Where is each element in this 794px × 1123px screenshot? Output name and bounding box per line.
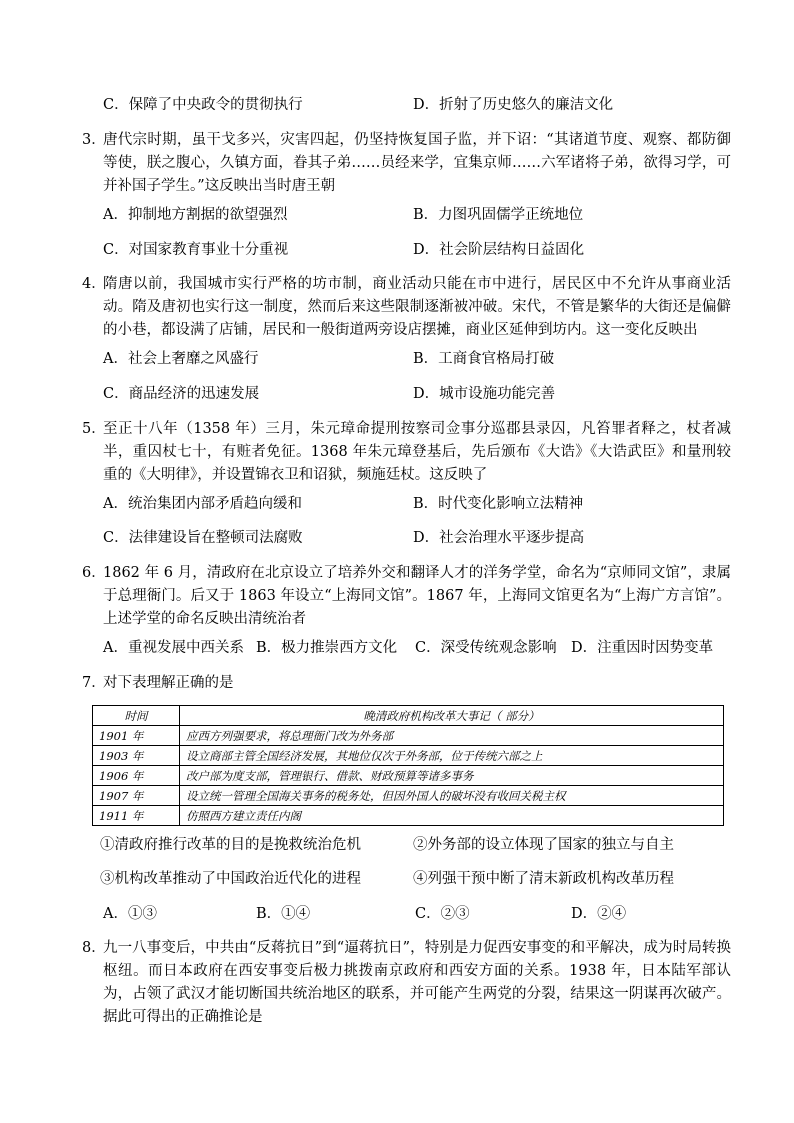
q7-option-b[interactable]: B．①④ <box>256 906 311 922</box>
q5-option-b[interactable]: B．时代变化影响立法精神 <box>413 496 584 512</box>
q7-statement-4: ④列强干预中断了清末新政机构改革历程 <box>413 871 674 887</box>
q3-number: 3． <box>82 132 106 148</box>
table-header-time: 时间 <box>93 706 180 726</box>
table-cell-year: 1901 年 <box>93 726 180 746</box>
q4-number: 4． <box>82 276 106 292</box>
q2-option-c[interactable]: C．保障了中央政令的贯彻执行 <box>103 97 303 113</box>
table-cell-event: 应西方列强要求，将总理衙门改为外务部 <box>180 726 724 746</box>
table-cell-year: 1906 年 <box>93 766 180 786</box>
table-row <box>93 766 724 786</box>
q8-number: 8． <box>82 940 106 956</box>
table-row <box>93 746 724 766</box>
q6-option-a[interactable]: A．重视发展中西关系 <box>103 640 244 656</box>
table-cell-year: 1907 年 <box>93 786 180 806</box>
q5-option-c[interactable]: C．法律建设旨在整顿司法腐败 <box>103 530 303 546</box>
table-row <box>93 726 724 746</box>
q7-option-d[interactable]: D．②④ <box>571 906 627 922</box>
q7-stem: 对下表理解正确的是 <box>103 675 234 691</box>
q7-statement-1: ①清政府推行改革的目的是挽救统治危机 <box>100 837 361 853</box>
reform-table <box>92 705 724 826</box>
q7-statement-2: ②外务部的设立体现了国家的独立与自主 <box>413 837 674 853</box>
table-cell-year: 1911 年 <box>93 806 180 826</box>
q3-option-d[interactable]: D．社会阶层结构日益固化 <box>413 242 585 258</box>
q7-statement-3: ③机构改革推动了中国政治近代化的进程 <box>100 871 361 887</box>
q7-option-a[interactable]: A．①③ <box>103 906 157 922</box>
q5-number: 5． <box>82 421 106 437</box>
table-row <box>93 806 724 826</box>
q3-stem: 唐代宗时期，虽干戈多兴，灾害四起，仍坚持恢复国子监，并下诏：“其诸道节度、观察、都防御等使，朕之腹心，久镇方面，眷其子弟……员经来学，宜集京师……六军诸将子弟，欲得习学，可并补国子学生。”这反映出当时唐王朝 <box>103 132 731 194</box>
table-cell-event: 仿照西方建立责任内阁 <box>180 806 724 826</box>
table-cell-event: 设立商部主管全国经济发展，其地位仅次于外务部，位于传统六部之上 <box>180 746 724 766</box>
q4-option-c[interactable]: C．商品经济的迅速发展 <box>103 386 260 402</box>
q7-number: 7． <box>82 675 106 691</box>
q8-stem: 九一八事变后，中共由“反蒋抗日”到“逼蒋抗日”，特别是力促西安事变的和平解决，成为时局转换枢纽。而日本政府在西安事变后极力挑拨南京政府和西安方面的关系。1938 年，日本陆军部认为，占领了武汉才能切断国共统治地区的联系，并可能产生两党的分裂，结果这一阴谋再次破产。据此可得出的正确推论是 <box>103 940 731 1025</box>
q4-option-a[interactable]: A．社会上奢靡之风盛行 <box>103 351 259 367</box>
q7-option-c[interactable]: C．②③ <box>415 906 470 922</box>
q3-option-b[interactable]: B．力图巩固儒学正统地位 <box>413 207 584 223</box>
q2-option-d[interactable]: D．折射了历史悠久的廉洁文化 <box>413 97 614 113</box>
q6-number: 6． <box>82 565 106 581</box>
q6-stem: 1862 年 6 月，清政府在北京设立了培养外交和翻译人才的洋务学堂，命名为“京师同文馆”，隶属于总理衙门。后又于 1863 年设立“上海同文馆”。1867 年，上海同文馆更名为“上海广方言馆”。上述学堂的命名反映出清统治者 <box>103 565 731 627</box>
table-cell-event: 改户部为度支部，管理银行、借款、财政预算等诸多事务 <box>180 766 724 786</box>
q5-stem: 至正十八年（1358 年）三月，朱元璋命提刑按察司佥事分巡郡县录囚，凡笞罪者释之，杖者减半，重囚杖七十，有赃者免征。1368 年朱元璋登基后，先后颁布《大诰》《大诰武臣》和量刑较重的《大明律》，并设置锦衣卫和诏狱，频施廷杖。这反映了 <box>103 421 731 483</box>
q4-option-d[interactable]: D．城市设施功能完善 <box>413 386 556 402</box>
table-header-row <box>93 706 724 726</box>
q6-option-b[interactable]: B．极力推崇西方文化 <box>256 640 398 656</box>
table-row <box>93 786 724 806</box>
table-cell-year: 1903 年 <box>93 746 180 766</box>
q5-option-d[interactable]: D．社会治理水平逐步提高 <box>413 530 585 546</box>
table-cell-event: 设立统一管理全国海关事务的税务处，但因外国人的破坏没有收回关税主权 <box>180 786 724 806</box>
q3-option-a[interactable]: A．抑制地方割据的欲望强烈 <box>103 207 288 223</box>
q6-option-c[interactable]: C．深受传统观念影响 <box>415 640 557 656</box>
q5-option-a[interactable]: A．统治集团内部矛盾趋向缓和 <box>103 496 302 512</box>
q4-option-b[interactable]: B．工商食官格局打破 <box>413 351 555 367</box>
q3-option-c[interactable]: C．对国家教育事业十分重视 <box>103 242 289 258</box>
q6-option-d[interactable]: D．注重因时因势变革 <box>571 640 714 656</box>
table-header-event: 晚清政府机构改革大事记（ 部分） <box>180 706 724 726</box>
q4-stem: 隋唐以前，我国城市实行严格的坊市制，商业活动只能在市中进行，居民区中不允许从事商业活动。隋及唐初也实行这一制度，然而后来这些限制逐渐被冲破。宋代，不管是繁华的大街还是偏僻的小巷，都设满了店铺，居民和一般街道两旁设店摆摊，商业区延伸到坊内。这一变化反映出 <box>103 276 731 338</box>
